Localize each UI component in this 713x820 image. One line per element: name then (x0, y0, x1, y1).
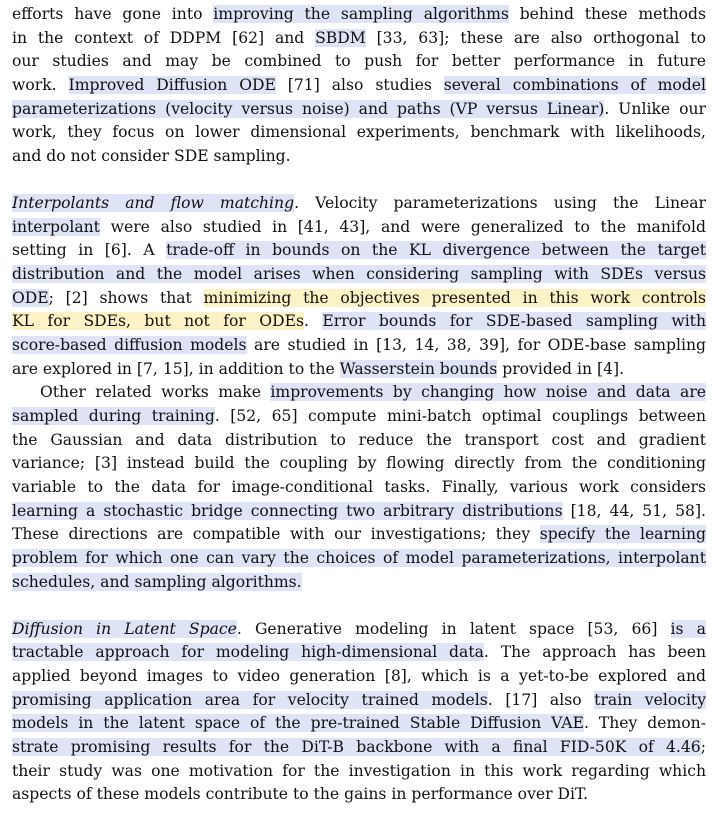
highlight: is a (670, 619, 706, 638)
highlight: ODE (12, 288, 49, 307)
text-line: efforts have gone into improving the sampling algorithms behind these methods (12, 5, 707, 23)
text-line: in the context of DDPM [62] and SBDM [33, 63]; these are also orthogonal to (12, 28, 706, 47)
highlight: improving the sampling algorithms (213, 5, 509, 23)
paragraph-interpolants (12, 192, 706, 382)
text-line: ODE; [2] shows that minimizing the objectives presented in this work controls (12, 288, 707, 307)
text-line: variable to the data for image-conditional tasks. Finally, various work considers (12, 478, 706, 497)
highlight: learning a stochastic bridge connecting two arbitrary distributions (12, 501, 563, 520)
text-line: Interpolants and flow matching. Velocity parameterizations using the Linear (12, 193, 706, 212)
text-line: applied beyond images to video generation [8], which is a yet-to-be explored and (12, 666, 706, 685)
text-line: sampled during training. [52, 65] compute mini-batch optimal couplings between (12, 407, 706, 425)
text-line: variance; [3] instead build the coupling by flowing directly from the conditioning (12, 454, 706, 473)
highlight: trade-off in bounds on the KL divergence between the target (166, 241, 706, 260)
paragraph-other-works (12, 381, 706, 594)
text-line: promising application area for velocity trained models. [17] also train velocity (12, 690, 707, 709)
highlight: SBDM (315, 28, 366, 47)
highlight: parameterizations (velocity versus noise) and paths (VP versus Linear) (12, 99, 605, 118)
text-line: tractable approach for modeling high-dimensional data. The approach has been (12, 643, 706, 662)
text-line: the Gaussian and data distribution to reduce the transport cost and gradient (12, 430, 706, 449)
highlight: specify the learning (539, 525, 706, 544)
text-line: score-based diffusion models are studied in [13, 14, 38, 39], for ODE-base sampling (12, 335, 706, 354)
highlight: promising application area for velocity trained models (12, 690, 488, 709)
highlight-yellow: minimizing the objectives presented in this work controls (203, 288, 707, 307)
text-line: setting in [6]. A trade-off in bounds on the KL divergence between the target (12, 241, 706, 260)
text-line: These directions are compatible with our investigations; they specify the learning (12, 525, 706, 544)
paragraph-heading: Diffusion in Latent Space (12, 619, 237, 638)
text-line: their study was one motivation for the investigation in this work regarding which (12, 761, 706, 780)
highlight: score-based diffusion models (12, 335, 247, 354)
highlight: strate promising results for the DiT-B backbone with a final FID-50K of 4.46 (12, 737, 701, 756)
paragraph-related-sampling (12, 3, 706, 169)
paragraph-gap (12, 595, 706, 618)
text-line (12, 263, 706, 287)
paragraph-latent-space (12, 618, 706, 808)
text-line (12, 547, 706, 571)
highlight: Improved Diffusion ODE (68, 76, 276, 95)
highlight: schedules, and sampling algorithms. (12, 572, 302, 591)
highlight-yellow: KL for SDEs, but not for ODEs (12, 312, 304, 331)
text-line: our studies and may be combined to push for better performance in future (12, 52, 706, 71)
text-line: work. Improved Diffusion ODE [71] also studies several combinations of model (12, 76, 706, 95)
highlight: problem for which one can vary the choices of model parameterizations, interpolant (12, 549, 706, 568)
highlight: models in the latent space of the pre-trained Stable Diffusion VAE (12, 714, 584, 733)
text-line: aspects of these models contribute to the gains in performance over DiT. (12, 785, 589, 804)
highlight: Error bounds for SDE-based sampling with (322, 312, 706, 331)
paper-page (12, 3, 706, 807)
highlight: sampled during training (12, 407, 215, 425)
highlight: distribution and the model arises when considering sampling with SDEs versus (12, 264, 706, 283)
highlight: interpolant (12, 217, 100, 236)
text-line: parameterizations (velocity versus noise) and paths (VP versus Linear). Unlike our (12, 99, 706, 118)
text-line: Diffusion in Latent Space. Generative modeling in latent space [53, 66] is a (12, 619, 706, 638)
text-line: interpolant were also studied in [41, 43], and were generalized to the manifold (12, 217, 706, 236)
text-line (12, 571, 706, 595)
text-line: Other related works make improvements by changing how noise and data are (40, 383, 706, 402)
highlight: tractable approach for modeling high-dimensional data (12, 643, 484, 662)
text-line: and do not consider SDE sampling. (12, 147, 291, 166)
paragraph-gap (12, 169, 706, 192)
highlight: train velocity (594, 690, 707, 709)
highlight: improvements by changing how noise and data are (270, 383, 706, 402)
highlight: Wasserstein bounds (339, 359, 498, 378)
text-line: models in the latent space of the pre-trained Stable Diffusion VAE. They demon- (12, 714, 706, 733)
text-line: strate promising results for the DiT-B backbone with a final FID-50K of 4.46; (12, 737, 706, 756)
highlight: several combinations of model (443, 76, 706, 95)
text-line: KL for SDEs, but not for ODEs. Error bounds for SDE-based sampling with (12, 312, 706, 331)
paragraph-heading: Interpolants and flow matching (12, 193, 295, 212)
text-line: are explored in [7, 15], in addition to the Wasserstein bounds provided in [4]. (12, 359, 625, 378)
text-line: learning a stochastic bridge connecting two arbitrary distributions [18, 44, 51, 58]. (12, 501, 706, 520)
text-line: work, they focus on lower dimensional experiments, benchmark with likelihoods, (12, 123, 706, 142)
